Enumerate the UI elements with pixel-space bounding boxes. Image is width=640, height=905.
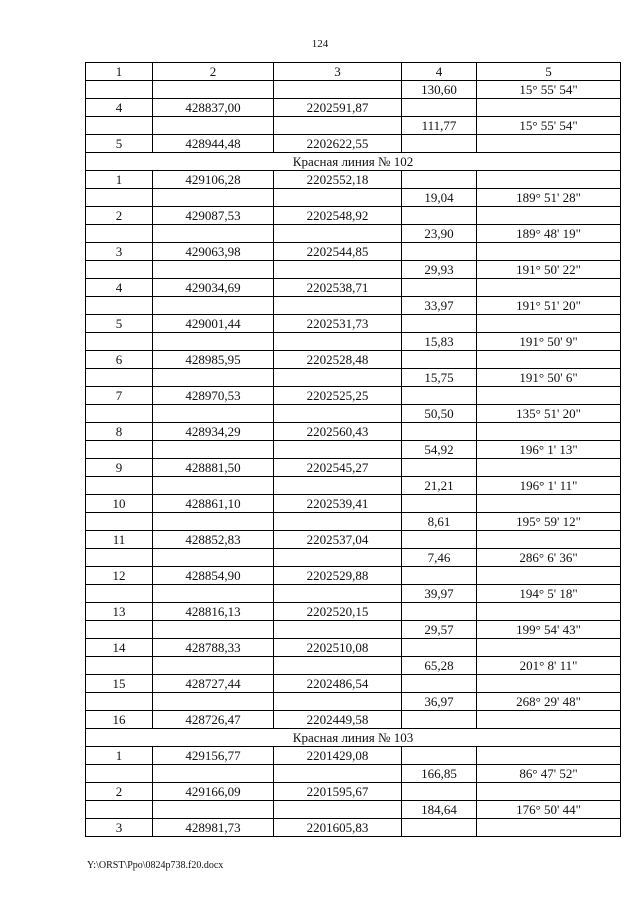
coord-y: 2202539,41 — [274, 495, 402, 513]
point-row — [86, 279, 621, 297]
empty-cell — [402, 171, 477, 189]
empty-cell — [86, 261, 153, 279]
segment-distance: 19,04 — [402, 189, 477, 207]
segment-angle: 176° 50' 44" — [477, 801, 621, 819]
segment-distance: 23,90 — [402, 225, 477, 243]
page-number: 124 — [311, 38, 329, 50]
empty-cell — [402, 531, 477, 549]
empty-cell — [402, 99, 477, 117]
segment-distance: 36,97 — [402, 693, 477, 711]
empty-cell — [86, 405, 153, 423]
empty-cell — [402, 567, 477, 585]
point-row — [86, 747, 621, 765]
empty-cell — [274, 621, 402, 639]
segment-angle: 191° 51' 20" — [477, 297, 621, 315]
point-row — [86, 531, 621, 549]
point-row — [86, 639, 621, 657]
empty-cell — [402, 423, 477, 441]
empty-cell — [153, 297, 274, 315]
segment-row — [86, 621, 621, 639]
empty-cell — [86, 81, 153, 99]
point-number: 8 — [86, 423, 153, 441]
coord-y: 2201429,08 — [274, 747, 402, 765]
segment-angle: 86° 47' 52" — [477, 765, 621, 783]
section-title: Красная линия № 103 — [86, 729, 621, 747]
empty-cell — [477, 99, 621, 117]
coord-x: 429034,69 — [153, 279, 274, 297]
empty-cell — [402, 387, 477, 405]
empty-cell — [402, 459, 477, 477]
coord-y: 2202529,88 — [274, 567, 402, 585]
segment-distance: 111,77 — [402, 117, 477, 135]
empty-cell — [153, 117, 274, 135]
file-path-footer: Y:\ORST\Ppo\0824p738.f20.docx — [87, 860, 224, 871]
coord-y: 2202548,92 — [274, 207, 402, 225]
header-cell: 3 — [274, 63, 402, 81]
point-row — [86, 135, 621, 153]
segment-angle: 189° 48' 19" — [477, 225, 621, 243]
point-row — [86, 711, 621, 729]
point-number: 3 — [86, 243, 153, 261]
point-row — [86, 603, 621, 621]
point-number: 6 — [86, 351, 153, 369]
empty-cell — [274, 405, 402, 423]
point-row — [86, 99, 621, 117]
coord-x: 429166,09 — [153, 783, 274, 801]
point-number: 5 — [86, 315, 153, 333]
point-number: 1 — [86, 171, 153, 189]
empty-cell — [274, 477, 402, 495]
point-row — [86, 783, 621, 801]
empty-cell — [86, 585, 153, 603]
empty-cell — [153, 585, 274, 603]
section-title: Красная линия № 102 — [86, 153, 621, 171]
empty-cell — [274, 441, 402, 459]
empty-cell — [477, 639, 621, 657]
empty-cell — [153, 261, 274, 279]
empty-cell — [274, 333, 402, 351]
coord-y: 2202622,55 — [274, 135, 402, 153]
point-number: 4 — [86, 99, 153, 117]
empty-cell — [153, 621, 274, 639]
point-row — [86, 495, 621, 513]
segment-row — [86, 225, 621, 243]
segment-row — [86, 297, 621, 315]
empty-cell — [274, 189, 402, 207]
coord-y: 2202537,04 — [274, 531, 402, 549]
empty-cell — [477, 315, 621, 333]
empty-cell — [153, 405, 274, 423]
point-number: 5 — [86, 135, 153, 153]
segment-angle: 194° 5' 18" — [477, 585, 621, 603]
empty-cell — [153, 513, 274, 531]
segment-angle: 286° 6' 36" — [477, 549, 621, 567]
empty-cell — [402, 819, 477, 837]
coordinates-table — [85, 62, 621, 837]
segment-row — [86, 477, 621, 495]
empty-cell — [274, 693, 402, 711]
empty-cell — [153, 369, 274, 387]
coord-x: 428985,95 — [153, 351, 274, 369]
segment-row — [86, 405, 621, 423]
empty-cell — [402, 207, 477, 225]
empty-cell — [477, 135, 621, 153]
empty-cell — [402, 243, 477, 261]
empty-cell — [86, 801, 153, 819]
point-number: 13 — [86, 603, 153, 621]
segment-angle: 191° 50' 22" — [477, 261, 621, 279]
empty-cell — [153, 549, 274, 567]
coord-y: 2202528,48 — [274, 351, 402, 369]
empty-cell — [86, 513, 153, 531]
segment-distance: 65,28 — [402, 657, 477, 675]
point-number: 7 — [86, 387, 153, 405]
coord-x: 429087,53 — [153, 207, 274, 225]
coord-x: 428816,13 — [153, 603, 274, 621]
empty-cell — [402, 351, 477, 369]
segment-distance: 29,93 — [402, 261, 477, 279]
empty-cell — [274, 225, 402, 243]
segment-row — [86, 189, 621, 207]
point-number: 9 — [86, 459, 153, 477]
segment-row — [86, 117, 621, 135]
empty-cell — [402, 783, 477, 801]
empty-cell — [274, 81, 402, 99]
point-row — [86, 675, 621, 693]
empty-cell — [86, 189, 153, 207]
segment-row — [86, 693, 621, 711]
empty-cell — [274, 549, 402, 567]
coord-y: 2201595,67 — [274, 783, 402, 801]
empty-cell — [274, 513, 402, 531]
segment-distance: 21,21 — [402, 477, 477, 495]
segment-row — [86, 81, 621, 99]
segment-row — [86, 261, 621, 279]
empty-cell — [402, 747, 477, 765]
coord-x: 428934,29 — [153, 423, 274, 441]
empty-cell — [86, 693, 153, 711]
empty-cell — [477, 603, 621, 621]
segment-angle: 201° 8' 11" — [477, 657, 621, 675]
coord-x: 428726,47 — [153, 711, 274, 729]
segment-row — [86, 765, 621, 783]
segment-row — [86, 369, 621, 387]
point-row — [86, 423, 621, 441]
empty-cell — [402, 135, 477, 153]
coord-x: 429063,98 — [153, 243, 274, 261]
segment-distance: 130,60 — [402, 81, 477, 99]
coord-x: 429106,28 — [153, 171, 274, 189]
coord-y: 2202520,15 — [274, 603, 402, 621]
point-number: 2 — [86, 207, 153, 225]
table-header-row — [86, 63, 621, 81]
segment-angle: 268° 29' 48" — [477, 693, 621, 711]
segment-distance: 33,97 — [402, 297, 477, 315]
coord-y: 2202591,87 — [274, 99, 402, 117]
empty-cell — [477, 819, 621, 837]
empty-cell — [402, 279, 477, 297]
empty-cell — [477, 495, 621, 513]
coord-x: 428854,90 — [153, 567, 274, 585]
coord-x: 428837,00 — [153, 99, 274, 117]
empty-cell — [153, 693, 274, 711]
coord-y: 2202486,54 — [274, 675, 402, 693]
empty-cell — [477, 423, 621, 441]
point-row — [86, 351, 621, 369]
segment-row — [86, 585, 621, 603]
point-number: 14 — [86, 639, 153, 657]
empty-cell — [86, 477, 153, 495]
empty-cell — [477, 243, 621, 261]
empty-cell — [86, 333, 153, 351]
empty-cell — [153, 477, 274, 495]
empty-cell — [402, 675, 477, 693]
segment-angle: 15° 55' 54" — [477, 81, 621, 99]
segment-row — [86, 657, 621, 675]
empty-cell — [86, 765, 153, 783]
empty-cell — [477, 351, 621, 369]
coord-x: 428852,83 — [153, 531, 274, 549]
point-number: 15 — [86, 675, 153, 693]
segment-distance: 166,85 — [402, 765, 477, 783]
coord-y: 2202531,73 — [274, 315, 402, 333]
empty-cell — [402, 315, 477, 333]
empty-cell — [477, 171, 621, 189]
point-row — [86, 315, 621, 333]
coord-y: 2202544,85 — [274, 243, 402, 261]
segment-angle: 196° 1' 11" — [477, 477, 621, 495]
point-row — [86, 387, 621, 405]
empty-cell — [477, 783, 621, 801]
point-row — [86, 567, 621, 585]
empty-cell — [274, 261, 402, 279]
empty-cell — [274, 765, 402, 783]
segment-distance: 7,46 — [402, 549, 477, 567]
point-number: 2 — [86, 783, 153, 801]
segment-distance: 50,50 — [402, 405, 477, 423]
empty-cell — [153, 333, 274, 351]
segment-distance: 184,64 — [402, 801, 477, 819]
segment-angle: 135° 51' 20" — [477, 405, 621, 423]
coord-y: 2202449,58 — [274, 711, 402, 729]
empty-cell — [402, 639, 477, 657]
point-row — [86, 819, 621, 837]
empty-cell — [477, 675, 621, 693]
coord-x: 428981,73 — [153, 819, 274, 837]
segment-distance: 15,83 — [402, 333, 477, 351]
point-row — [86, 171, 621, 189]
segment-angle: 191° 50' 6" — [477, 369, 621, 387]
empty-cell — [274, 297, 402, 315]
coord-x: 428881,50 — [153, 459, 274, 477]
empty-cell — [477, 747, 621, 765]
segment-angle: 191° 50' 9" — [477, 333, 621, 351]
empty-cell — [153, 81, 274, 99]
coord-x: 429156,77 — [153, 747, 274, 765]
segment-angle: 195° 59' 12" — [477, 513, 621, 531]
header-cell: 1 — [86, 63, 153, 81]
segment-angle: 199° 54' 43" — [477, 621, 621, 639]
header-cell: 5 — [477, 63, 621, 81]
coord-x: 428727,44 — [153, 675, 274, 693]
point-number: 10 — [86, 495, 153, 513]
segment-row — [86, 441, 621, 459]
coord-y: 2202552,18 — [274, 171, 402, 189]
empty-cell — [153, 441, 274, 459]
segment-distance: 15,75 — [402, 369, 477, 387]
coord-y: 2202545,27 — [274, 459, 402, 477]
empty-cell — [86, 117, 153, 135]
empty-cell — [86, 297, 153, 315]
empty-cell — [477, 387, 621, 405]
coord-y: 2202525,25 — [274, 387, 402, 405]
empty-cell — [86, 549, 153, 567]
segment-distance: 54,92 — [402, 441, 477, 459]
empty-cell — [402, 603, 477, 621]
segment-row — [86, 549, 621, 567]
segment-distance: 8,61 — [402, 513, 477, 531]
empty-cell — [274, 585, 402, 603]
point-number: 4 — [86, 279, 153, 297]
segment-angle: 189° 51' 28" — [477, 189, 621, 207]
segment-angle: 196° 1' 13" — [477, 441, 621, 459]
point-number: 12 — [86, 567, 153, 585]
point-number: 3 — [86, 819, 153, 837]
empty-cell — [402, 495, 477, 513]
coord-y: 2201605,83 — [274, 819, 402, 837]
segment-distance: 39,97 — [402, 585, 477, 603]
header-cell: 4 — [402, 63, 477, 81]
empty-cell — [477, 207, 621, 225]
coord-y: 2202538,71 — [274, 279, 402, 297]
point-number: 1 — [86, 747, 153, 765]
empty-cell — [153, 657, 274, 675]
empty-cell — [153, 801, 274, 819]
empty-cell — [86, 225, 153, 243]
empty-cell — [477, 279, 621, 297]
empty-cell — [274, 801, 402, 819]
empty-cell — [86, 621, 153, 639]
empty-cell — [477, 711, 621, 729]
empty-cell — [153, 225, 274, 243]
coord-x: 428788,33 — [153, 639, 274, 657]
header-cell: 2 — [153, 63, 274, 81]
coord-x: 428861,10 — [153, 495, 274, 513]
segment-angle: 15° 55' 54" — [477, 117, 621, 135]
section-title-row — [86, 153, 621, 171]
empty-cell — [86, 657, 153, 675]
point-row — [86, 459, 621, 477]
point-number: 11 — [86, 531, 153, 549]
segment-row — [86, 513, 621, 531]
point-row — [86, 207, 621, 225]
empty-cell — [402, 711, 477, 729]
empty-cell — [477, 567, 621, 585]
segment-distance: 29,57 — [402, 621, 477, 639]
coord-y: 2202560,43 — [274, 423, 402, 441]
coord-x: 428970,53 — [153, 387, 274, 405]
empty-cell — [86, 441, 153, 459]
segment-row — [86, 801, 621, 819]
empty-cell — [153, 765, 274, 783]
empty-cell — [274, 117, 402, 135]
empty-cell — [86, 369, 153, 387]
empty-cell — [477, 531, 621, 549]
empty-cell — [153, 189, 274, 207]
section-title-row — [86, 729, 621, 747]
empty-cell — [274, 657, 402, 675]
empty-cell — [274, 369, 402, 387]
segment-row — [86, 333, 621, 351]
point-row — [86, 243, 621, 261]
empty-cell — [477, 459, 621, 477]
point-number: 16 — [86, 711, 153, 729]
coord-x: 429001,44 — [153, 315, 274, 333]
coord-y: 2202510,08 — [274, 639, 402, 657]
coord-x: 428944,48 — [153, 135, 274, 153]
